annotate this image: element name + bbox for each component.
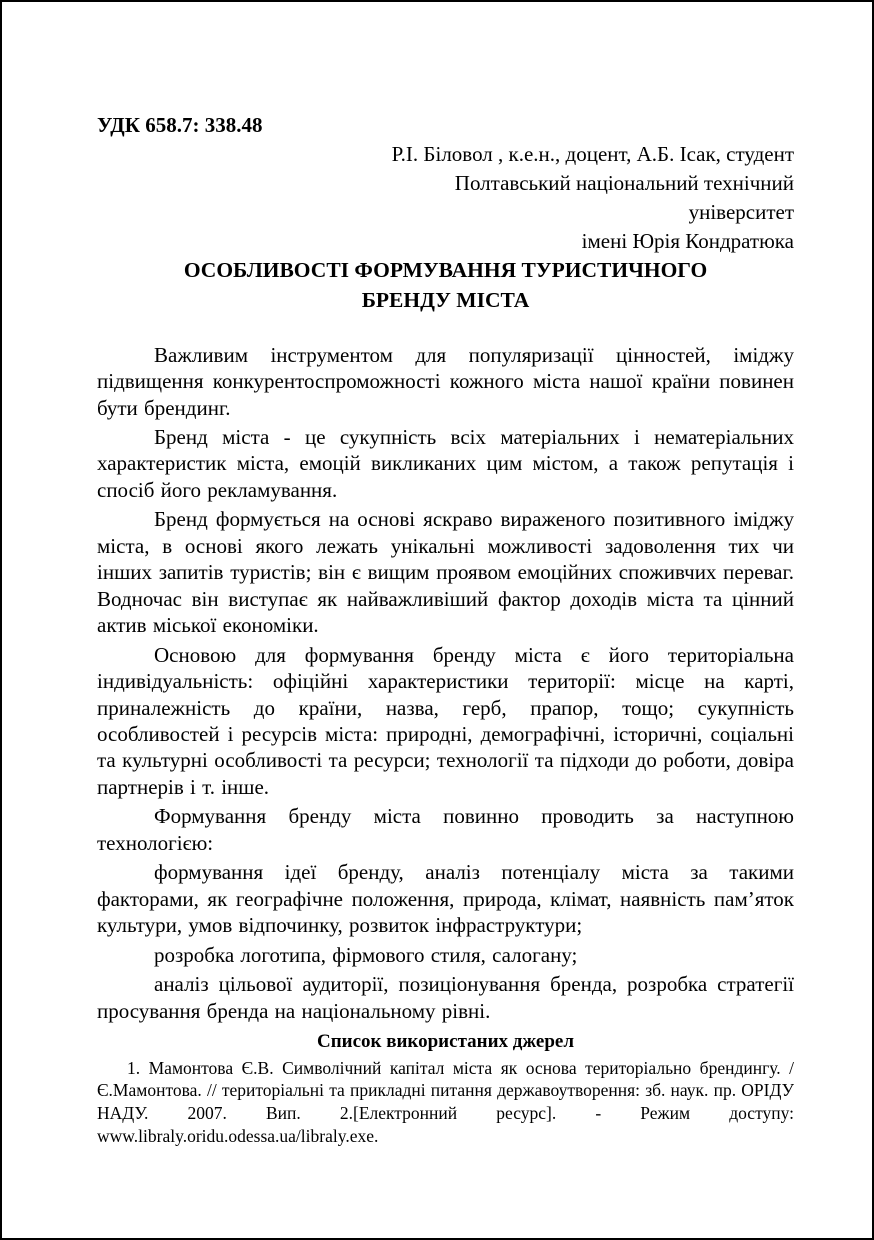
references-heading: Список використаних джерел <box>316 1030 575 1052</box>
page-content <box>97 110 794 1148</box>
references-list <box>97 1057 794 1148</box>
paragraph: Формування бренду міста повинно проводить за наступною технологією: <box>97 804 794 855</box>
udk-code: УДК 658.7: 338.48 <box>97 113 263 137</box>
paragraph: розробка логотипа, фірмового стиля, салогану; <box>154 942 578 967</box>
paragraph: Бренд міста - це сукупність всіх матеріальних і нематеріальних характеристик міста, емоцій викликаних цим містом, а також репутація і спосіб його рекламування. <box>97 424 794 502</box>
paragraph: Важливим інструментом для популяризації цінностей, іміджу підвищення конкурентоспроможності кожного міста нашої країни повинен бути брендинг. <box>97 342 794 420</box>
affiliation-line-3: імені Юрія Кондратюка <box>581 229 794 254</box>
paper-title-line-2: БРЕНДУ МІСТА <box>361 287 530 312</box>
paper-title-line-1: ОСОБЛИВОСТІ ФОРМУВАННЯ ТУРИСТИЧНОГО <box>183 258 708 283</box>
affiliation-line-1: Полтавський національний технічний <box>454 171 794 196</box>
paragraph: формування ідеї бренду, аналіз потенціалу міста за такими факторами, як географічне положення, природа, клімат, наявність пам’яток культури, умов відпочинку, розвиток інфраструктури; <box>97 860 794 938</box>
reference-item: 1. Мамонтова Є.В. Символічний капітал міста як основа територіально брендингу. / Є.Мамонтова. // територіальні та прикладні питання державоутворення: зб. наук. пр. ОРІДУ НАДУ. 2007. Вип. 2.[Електронний ресурс]. - Режим доступу: www.libraly.oridu.odessa.ua/libraly.exe. <box>97 1057 794 1146</box>
paper-title <box>97 256 794 315</box>
paragraph: Основою для формування бренду міста є його територіальна індивідуальність: офіційні характеристики території: місце на карті, приналежність до країни, назва, герб, прапор, тощо; сукупність особливостей і ресурсів міста: природні, демографічні, історичні, соціальні та культурні особливості та ресурси; технології та підходи до роботи, довіра партнерів і т. інше. <box>97 642 794 799</box>
authors-byline: Р.І. Біловол , к.е.н., доцент, А.Б. Ісак, студент <box>391 142 794 167</box>
paper-body <box>97 342 794 1024</box>
affiliation-line-2: університет <box>688 200 794 225</box>
paragraph: аналіз цільової аудиторії, позиціонування бренда, розробка стратегії просування бренда на національному рівні. <box>97 972 794 1023</box>
paragraph: Бренд формується на основі яскраво вираженого позитивного іміджу міста, в основі якого лежать унікальні можливості задоволення тих чи інших запитів туристів; він є вищим проявом емоційних споживчих переваг. Водночас він виступає як найважливіший фактор доходів міста та цінний актив міської економіки. <box>97 507 794 638</box>
